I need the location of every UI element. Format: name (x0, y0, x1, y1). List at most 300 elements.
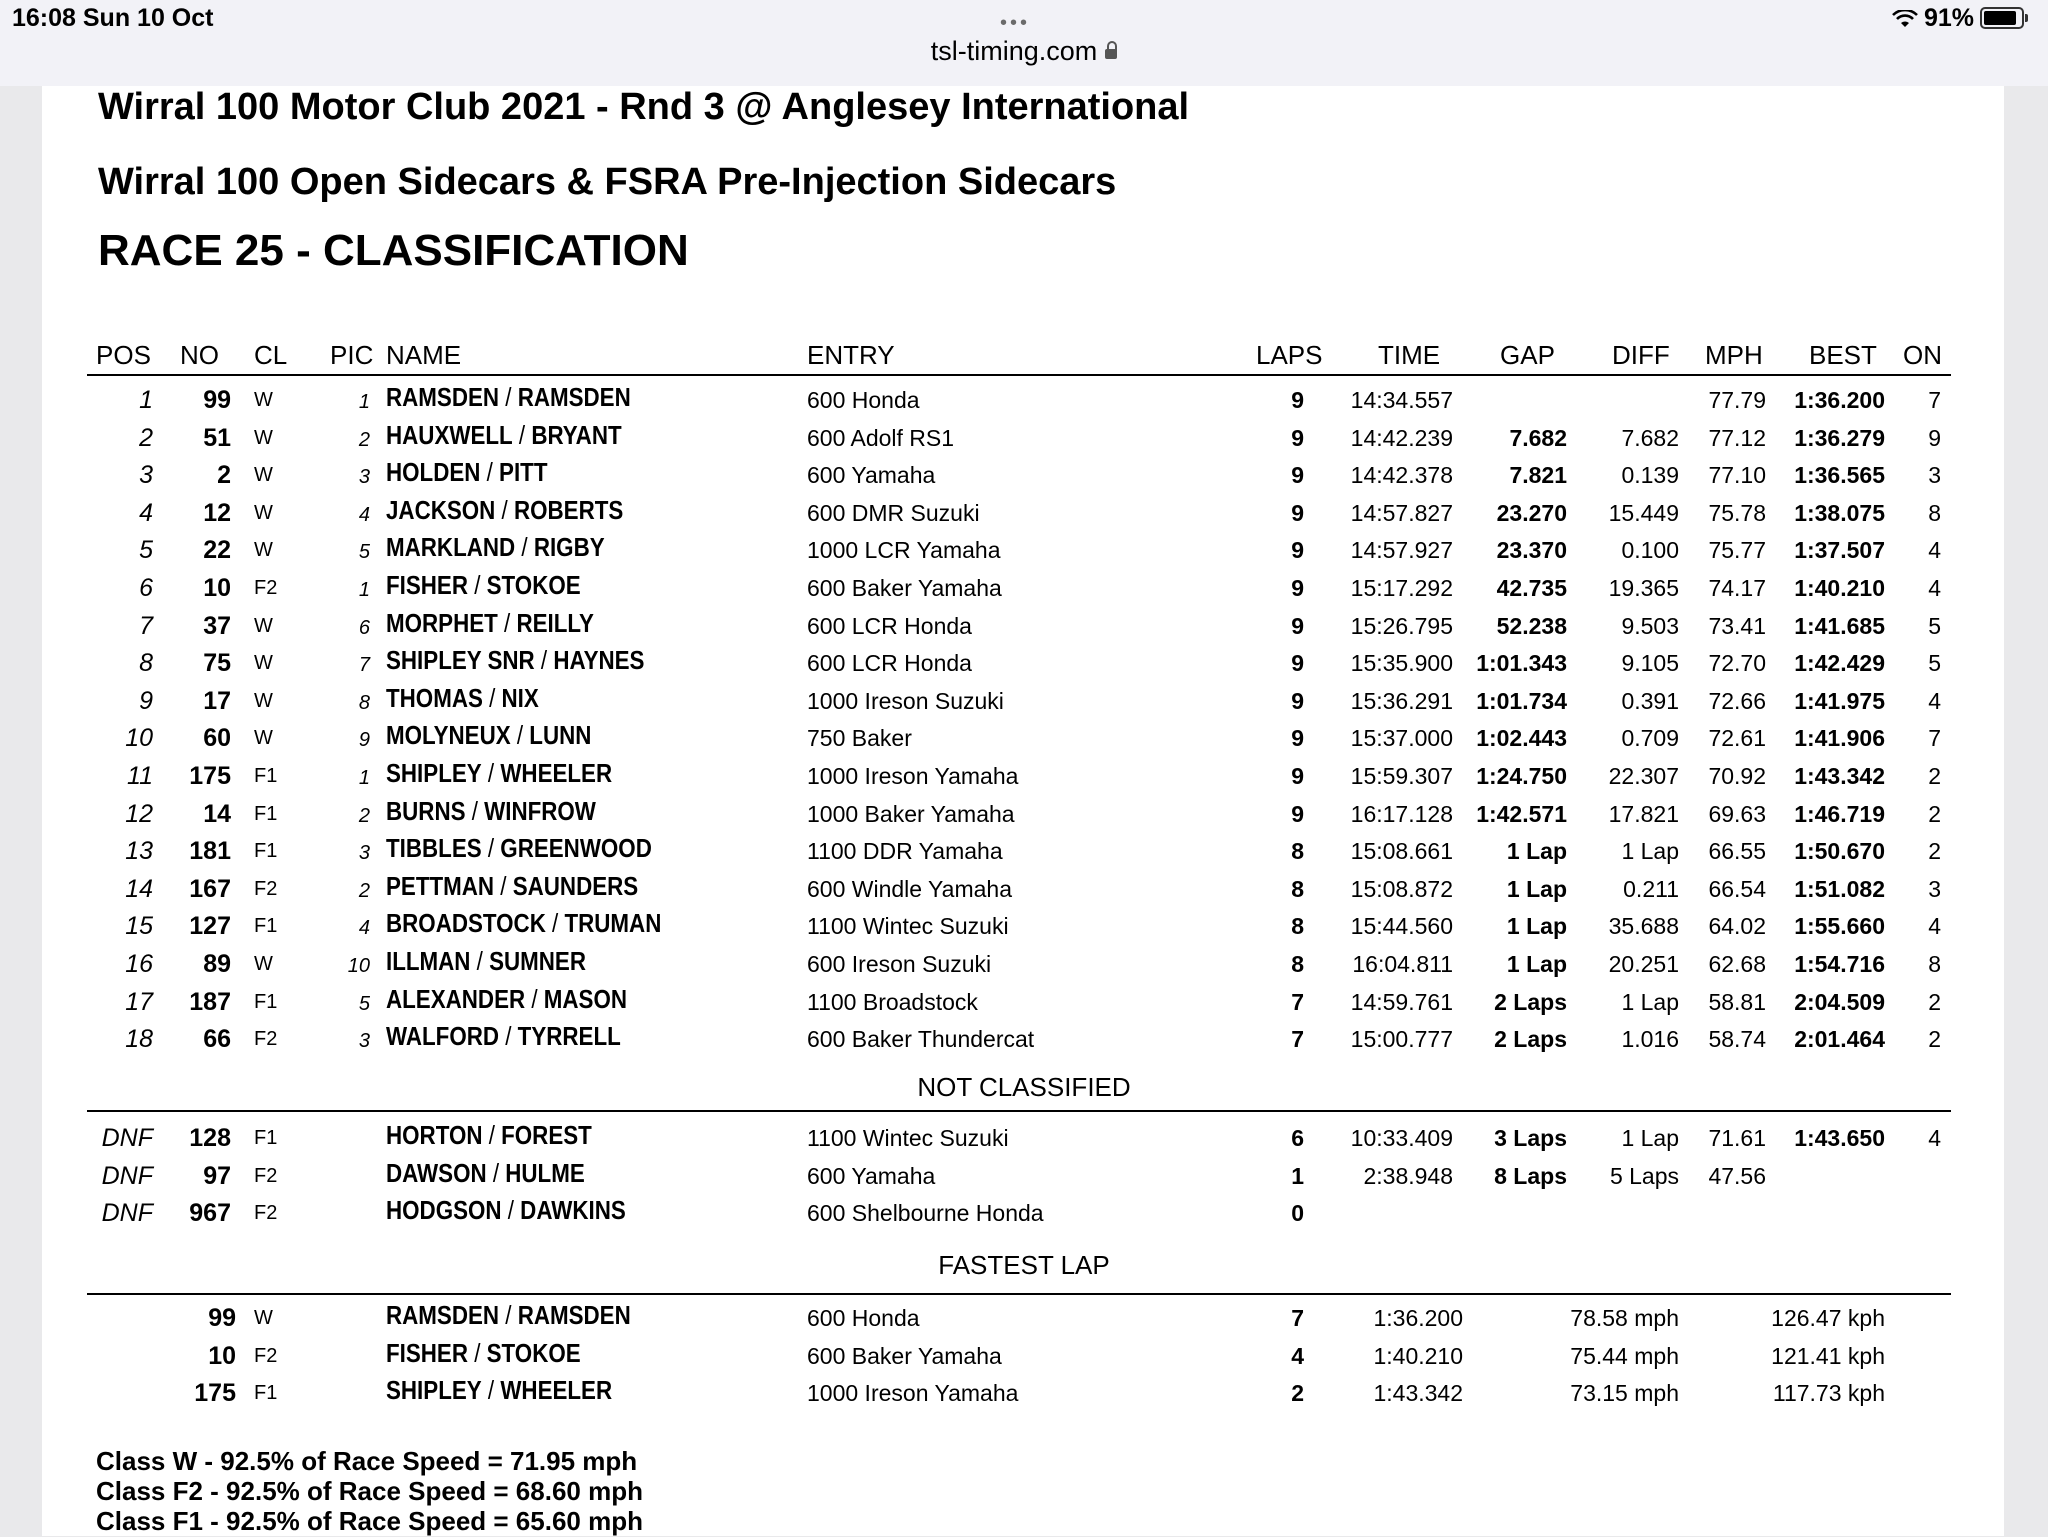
cell-class: W (254, 614, 273, 637)
rider-name (386, 1121, 592, 1149)
class-title: Wirral 100 Open Sidecars & FSRA Pre-Injection Sidecars (98, 161, 1117, 203)
driver-name: PETTMAN (386, 870, 495, 901)
cell-class: F2 (254, 1202, 278, 1224)
wifi-icon (1892, 10, 1918, 28)
cell-best: 1:37.507 (1794, 537, 1885, 564)
cell-laps: 7 (1291, 1026, 1304, 1053)
cell-no: 175 (194, 1379, 236, 1407)
cell-entry: 600 Honda (807, 1305, 920, 1331)
cell-time: 14:59.761 (1350, 988, 1453, 1015)
cell-mph: 47.56 (1708, 1162, 1766, 1189)
rider-name (386, 1339, 581, 1367)
name-separator: / (481, 833, 501, 864)
cell-on: 5 (1928, 612, 1941, 639)
cell-best: 2:04.509 (1794, 988, 1885, 1015)
cell-lap-kph: 117.73 kph (1772, 1380, 1885, 1406)
cell-gap: 1 Lap (1506, 875, 1567, 902)
cell-no: 75 (203, 649, 231, 678)
name-separator: / (482, 682, 502, 713)
cell-laps: 1 (1291, 1162, 1304, 1189)
header-entry: ENTRY (807, 340, 895, 370)
header-laps: LAPS (1256, 340, 1323, 370)
cell-lap-time: 1:36.200 (1373, 1305, 1463, 1331)
driver-name: BROADSTOCK (386, 908, 546, 939)
cell-no: 97 (203, 1161, 231, 1190)
cell-laps: 9 (1291, 575, 1304, 601)
header-rule (87, 374, 1951, 376)
cell-diff: 5 Laps (1609, 1162, 1679, 1189)
cell-time: 2:38.948 (1363, 1162, 1453, 1189)
cell-entry: 600 Yamaha (807, 462, 936, 489)
cell-lap-kph: 126.47 kph (1771, 1305, 1885, 1331)
cell-pic: 1 (358, 391, 370, 413)
cell-gap: 7.682 (1509, 424, 1567, 451)
cell-entry: 600 DMR Suzuki (807, 499, 980, 526)
cell-best: 2:01.464 (1794, 1026, 1885, 1053)
cell-no: 10 (208, 1341, 236, 1370)
cell-no: 99 (203, 386, 231, 414)
passenger-name: REILLY (516, 607, 594, 638)
cell-gap: 3 Laps (1494, 1125, 1567, 1151)
cell-no: 89 (203, 950, 231, 978)
cell-time: 15:35.900 (1350, 650, 1453, 677)
cell-pic: 5 (358, 992, 370, 1015)
cell-laps: 0 (1291, 1200, 1304, 1226)
driver-name: ALEXANDER (386, 983, 526, 1014)
cell-best: 1:41.685 (1794, 612, 1885, 639)
rider-name (386, 797, 596, 825)
name-separator: / (501, 1195, 521, 1225)
cell-no: 60 (203, 724, 231, 753)
not-classified-rule (87, 1110, 1951, 1112)
cell-laps: 9 (1291, 537, 1304, 564)
cell-entry: 600 LCR Honda (807, 650, 972, 677)
cell-time: 15:26.795 (1350, 612, 1453, 639)
cell-entry: 600 Honda (807, 387, 920, 413)
rider-name (386, 1196, 626, 1224)
cell-pos: 13 (125, 837, 153, 866)
cell-pic: 4 (358, 917, 370, 940)
cell-laps: 9 (1291, 387, 1304, 413)
cell-on: 4 (1928, 687, 1941, 714)
name-separator: / (510, 720, 530, 751)
cell-mph: 66.55 (1708, 838, 1766, 865)
cell-class: F1 (254, 915, 278, 938)
cell-gap: 1:24.750 (1476, 763, 1567, 789)
cell-best: 1:42.429 (1794, 650, 1885, 677)
cell-best: 1:36.279 (1794, 424, 1885, 451)
passenger-name: WHEELER (500, 758, 613, 788)
cell-laps: 9 (1291, 462, 1304, 489)
driver-name: HAUXWELL (386, 419, 513, 450)
cell-pos: 4 (139, 498, 153, 527)
driver-name: HOLDEN (386, 457, 481, 488)
cell-diff: 17.821 (1608, 800, 1679, 827)
cell-diff: 15.449 (1608, 499, 1679, 526)
cell-on: 8 (1928, 499, 1941, 526)
cell-entry: 600 Windle Yamaha (807, 875, 1013, 902)
cell-entry: 750 Baker (807, 725, 912, 752)
cell-on: 2 (1928, 988, 1941, 1015)
cell-laps: 7 (1291, 988, 1304, 1015)
cell-entry: 600 Baker Yamaha (807, 575, 1002, 601)
cell-mph: 77.10 (1708, 462, 1766, 489)
rider-name (386, 985, 627, 1013)
passenger-name: HULME (505, 1157, 585, 1188)
passenger-name: STOKOE (486, 570, 581, 600)
name-separator: / (499, 1300, 518, 1330)
url-text: tsl-timing.com (930, 36, 1098, 66)
cell-on: 4 (1928, 1125, 1941, 1151)
rider-name (386, 834, 652, 862)
cell-pos: DNF (101, 1199, 153, 1227)
passenger-name: HAYNES (553, 645, 645, 676)
cell-time: 10:33.409 (1350, 1125, 1453, 1151)
rider-name (386, 646, 644, 674)
rider-name (386, 872, 638, 900)
passenger-name: TRUMAN (564, 908, 662, 939)
cell-laps: 9 (1291, 424, 1304, 451)
passenger-name: GREENWOOD (500, 833, 652, 864)
cell-on: 9 (1928, 424, 1941, 451)
passenger-name: SAUNDERS (512, 870, 639, 901)
rider-name (386, 684, 539, 712)
driver-name: FISHER (386, 1337, 468, 1368)
driver-name: SHIPLEY (386, 1375, 482, 1405)
rider-name (386, 1159, 585, 1187)
passenger-name: FOREST (501, 1120, 592, 1150)
cell-diff: 22.307 (1608, 763, 1679, 789)
cell-mph: 72.61 (1708, 725, 1766, 752)
cell-pic: 2 (358, 804, 370, 827)
cell-diff: 19.365 (1608, 575, 1679, 601)
cell-class: F1 (254, 990, 278, 1013)
cell-best: 1:51.082 (1794, 875, 1885, 902)
driver-name: TIBBLES (386, 833, 482, 864)
header-time: TIME (1378, 340, 1441, 370)
name-separator: / (497, 607, 517, 638)
cell-laps: 9 (1291, 763, 1304, 789)
cell-class: W (254, 652, 273, 675)
cell-pos: 15 (125, 912, 153, 941)
cell-on: 2 (1928, 763, 1941, 789)
cell-time: 16:04.811 (1352, 951, 1453, 977)
cell-gap: 2 Laps (1494, 988, 1567, 1015)
cell-no: 167 (189, 874, 231, 903)
header-diff: DIFF (1612, 340, 1670, 370)
cell-mph: 64.02 (1708, 913, 1766, 940)
passenger-name: LUNN (529, 720, 592, 751)
cell-mph: 58.81 (1708, 988, 1766, 1015)
driver-name: THOMAS (386, 682, 483, 713)
cell-no: 10 (203, 574, 231, 602)
cell-time: 14:57.927 (1350, 537, 1453, 564)
passenger-name: RAMSDEN (517, 382, 631, 412)
cell-entry: 1100 Wintec Suzuki (807, 1125, 1009, 1151)
cell-gap: 42.735 (1496, 575, 1567, 601)
cell-mph: 66.54 (1708, 875, 1766, 902)
cell-pic: 5 (358, 541, 370, 564)
cell-mph: 75.78 (1708, 499, 1766, 526)
address-bar[interactable] (0, 36, 2048, 67)
cell-time: 15:36.291 (1350, 687, 1453, 714)
name-separator: / (495, 494, 514, 525)
cell-best: 1:36.200 (1794, 387, 1885, 413)
cell-pic: 9 (358, 729, 370, 752)
rider-name (386, 421, 622, 449)
cell-pic: 10 (347, 955, 370, 977)
passenger-name: WINFROW (484, 795, 596, 826)
cell-lap-mph: 73.15 mph (1570, 1380, 1679, 1406)
cell-class: F2 (254, 1164, 278, 1187)
cell-no: 181 (189, 837, 231, 866)
cell-class: F2 (254, 877, 278, 900)
cell-pos: 7 (139, 611, 153, 640)
name-separator: / (515, 532, 534, 563)
passenger-name: BRYANT (531, 419, 622, 450)
cell-pos: 6 (139, 574, 153, 602)
header-pos: POS (96, 340, 151, 370)
battery-icon (1980, 7, 2024, 29)
cell-gap: 1 Lap (1506, 951, 1567, 977)
cell-class: W (254, 389, 273, 411)
cell-no: 14 (203, 799, 231, 828)
cell-class: F1 (254, 802, 278, 825)
cell-pos: 5 (139, 536, 153, 565)
driver-name: SHIPLEY SNR (386, 645, 535, 676)
cell-class: W (254, 464, 273, 487)
cell-pos: 14 (125, 874, 153, 903)
name-separator: / (545, 908, 565, 939)
driver-name: MORPHET (386, 607, 498, 638)
cell-mph: 77.79 (1708, 387, 1766, 413)
cell-mph: 58.74 (1708, 1026, 1766, 1053)
cell-time: 15:17.292 (1350, 575, 1453, 601)
cell-pos: DNF (101, 1161, 153, 1190)
cell-on: 3 (1928, 462, 1941, 489)
passenger-name: WHEELER (500, 1375, 613, 1405)
cell-diff: 9.503 (1621, 612, 1679, 639)
footnote-class-f2: Class F2 - 92.5% of Race Speed = 68.60 mph (96, 1476, 643, 1506)
cell-on: 2 (1928, 1026, 1941, 1053)
rider-name (386, 609, 594, 637)
driver-name: MARKLAND (386, 532, 516, 563)
cell-pic: 6 (358, 616, 370, 639)
cell-lap-mph: 78.58 mph (1570, 1305, 1679, 1331)
cell-laps: 6 (1291, 1125, 1304, 1151)
driver-name: JACKSON (386, 494, 496, 525)
cell-mph: 72.70 (1708, 650, 1766, 677)
driver-name: FISHER (386, 570, 468, 600)
cell-pic: 7 (358, 654, 370, 677)
cell-laps: 9 (1291, 800, 1304, 827)
cell-entry: 600 Ireson Suzuki (807, 951, 992, 977)
driver-name: RAMSDEN (386, 382, 500, 412)
cell-diff: 9.105 (1621, 650, 1679, 677)
cell-pos: 8 (139, 649, 153, 678)
cell-entry: 1000 Ireson Yamaha (807, 763, 1019, 789)
name-separator: / (494, 870, 513, 901)
driver-name: BURNS (386, 795, 466, 826)
cell-entry: 600 Yamaha (807, 1162, 936, 1189)
cell-pos: 3 (139, 461, 153, 490)
name-separator: / (499, 382, 518, 412)
passenger-name: ROBERTS (513, 494, 624, 525)
cell-entry: 1000 Ireson Yamaha (807, 1380, 1019, 1406)
cell-class: W (254, 727, 273, 750)
passenger-name: RIGBY (533, 532, 605, 563)
cell-diff: 0.391 (1621, 687, 1679, 714)
cell-time: 14:42.239 (1350, 424, 1453, 451)
driver-name: SHIPLEY (386, 758, 482, 788)
cell-pos: 9 (139, 686, 153, 715)
passenger-name: NIX (501, 682, 539, 713)
cell-no: 99 (208, 1304, 236, 1332)
cell-pic: 2 (358, 879, 370, 902)
cell-laps: 9 (1291, 499, 1304, 526)
cell-class: F2 (254, 1344, 278, 1367)
cell-lap-time: 1:40.210 (1373, 1342, 1463, 1369)
cell-best: 1:46.719 (1794, 800, 1885, 827)
cell-time: 14:42.378 (1350, 462, 1453, 489)
cell-pos: 11 (127, 762, 153, 790)
cell-mph: 72.66 (1708, 687, 1766, 714)
rider-name (386, 571, 581, 599)
cell-diff: 35.688 (1608, 913, 1679, 940)
cell-laps: 9 (1291, 725, 1304, 752)
cell-pos: DNF (101, 1124, 153, 1152)
cell-laps: 8 (1291, 838, 1304, 865)
cell-no: 12 (203, 498, 231, 527)
name-separator: / (467, 1337, 487, 1368)
cell-on: 8 (1928, 951, 1941, 977)
cell-class: F2 (254, 1028, 278, 1051)
header-best: BEST (1809, 340, 1877, 370)
cell-gap: 1:01.734 (1476, 687, 1567, 714)
cell-class: F1 (254, 1127, 278, 1149)
cell-diff: 1.016 (1621, 1026, 1679, 1053)
cell-laps: 8 (1291, 913, 1304, 940)
cell-entry: 1100 Wintec Suzuki (807, 913, 1009, 940)
cell-best: 1:43.342 (1794, 763, 1885, 789)
cell-mph: 77.12 (1708, 424, 1766, 451)
cell-entry: 1000 Ireson Suzuki (807, 687, 1004, 714)
name-separator: / (499, 1021, 518, 1052)
rider-name (386, 721, 591, 749)
rider-name (386, 533, 605, 561)
cell-no: 66 (203, 1025, 231, 1054)
footnote-class-w: Class W - 92.5% of Race Speed = 71.95 mph (96, 1446, 638, 1476)
cell-pic: 2 (358, 428, 370, 451)
cell-mph: 69.63 (1708, 800, 1766, 827)
cell-on: 2 (1928, 838, 1941, 865)
battery-percent: 91% (1923, 4, 1974, 32)
cell-no: 51 (203, 423, 231, 452)
cell-no: 187 (189, 987, 231, 1016)
cell-laps: 9 (1291, 650, 1304, 677)
cell-pic: 1 (358, 579, 370, 601)
passenger-name: SUMNER (489, 946, 586, 976)
driver-name: MOLYNEUX (386, 720, 511, 751)
fastest-lap-rule (87, 1293, 1951, 1295)
cell-on: 5 (1928, 650, 1941, 677)
cell-entry: 1000 Baker Yamaha (807, 800, 1015, 827)
rider-name (386, 1376, 612, 1404)
passenger-name: MASON (543, 983, 628, 1014)
cell-class: W (254, 689, 273, 712)
rider-name (386, 909, 661, 937)
cell-on: 3 (1928, 875, 1941, 902)
cell-gap: 1 Lap (1506, 838, 1567, 865)
cell-entry: 600 Baker Yamaha (807, 1342, 1002, 1369)
driver-name: HORTON (386, 1120, 483, 1150)
header-pic: PIC (330, 340, 374, 370)
cell-on: 7 (1928, 387, 1941, 413)
cell-time: 15:37.000 (1350, 725, 1453, 752)
cell-pic: 4 (358, 503, 370, 526)
cell-time: 14:57.827 (1350, 499, 1453, 526)
cell-pos: 16 (125, 950, 153, 978)
cell-on: 4 (1928, 537, 1941, 564)
cell-time: 15:00.777 (1350, 1026, 1453, 1053)
cell-best: 1:41.975 (1794, 687, 1885, 714)
cell-class: F1 (254, 765, 278, 787)
cell-pic: 1 (358, 767, 370, 789)
cell-best: 1:43.650 (1794, 1125, 1885, 1151)
cell-entry: 1000 LCR Yamaha (807, 537, 1001, 564)
cell-diff: 0.139 (1621, 462, 1679, 489)
cell-gap: 52.238 (1496, 612, 1567, 639)
cell-class: W (254, 1307, 273, 1329)
fastest-lap-heading: FASTEST LAP (938, 1250, 1110, 1280)
more-dots-icon[interactable]: ••• (1000, 12, 1031, 34)
cell-lap-time: 1:43.342 (1373, 1380, 1463, 1406)
passenger-name: STOKOE (486, 1337, 581, 1368)
passenger-name: PITT (499, 457, 548, 488)
cell-gap: 23.370 (1496, 537, 1567, 564)
rider-name (386, 458, 548, 486)
cell-laps: 8 (1291, 951, 1304, 977)
rider-name (386, 759, 612, 787)
cell-pos: 12 (125, 799, 153, 828)
cell-gap: 8 Laps (1494, 1162, 1567, 1189)
name-separator: / (512, 419, 532, 450)
cell-pos: 1 (139, 386, 153, 414)
cell-class: W (254, 501, 273, 524)
cell-pos: 10 (125, 724, 153, 753)
cell-laps: 9 (1291, 687, 1304, 714)
cell-mph: 74.17 (1708, 575, 1766, 601)
status-bar (0, 0, 2048, 86)
cell-mph: 62.68 (1708, 951, 1766, 977)
cell-best: 1:38.075 (1794, 499, 1885, 526)
header-on: ON (1903, 340, 1942, 370)
cell-class: W (254, 426, 273, 449)
cell-no: 2 (217, 461, 231, 490)
cell-entry: 600 LCR Honda (807, 612, 972, 639)
cell-best: 1:40.210 (1794, 575, 1885, 601)
cell-laps: 9 (1291, 612, 1304, 639)
rider-name (386, 947, 586, 975)
name-separator: / (482, 1120, 502, 1150)
name-separator: / (481, 1375, 501, 1405)
cell-class: F2 (254, 577, 278, 599)
passenger-name: TYRRELL (517, 1021, 621, 1052)
name-separator: / (470, 946, 490, 976)
cell-lap: 7 (1291, 1305, 1304, 1331)
cell-diff: 0.100 (1621, 537, 1679, 564)
cell-best: 1:41.906 (1794, 725, 1885, 752)
